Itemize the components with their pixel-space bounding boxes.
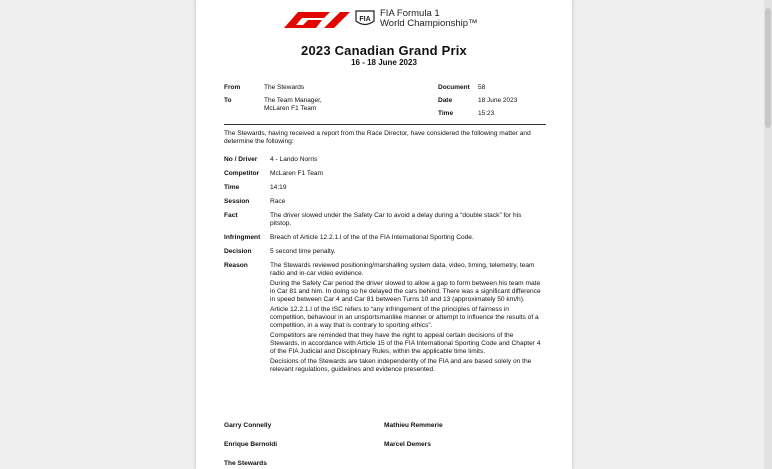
header-divider (224, 124, 546, 125)
incident-time-label: Time (224, 184, 240, 191)
event-title: 2023 Canadian Grand Prix (301, 43, 467, 58)
reason-paragraph: During the Safety Car period the driver slowed to allow a gap to form between his team mate in Car 81 and him. In doing so he delayed the cars behind. There was a significant difference in speed between Car 4 and Car 81 between Turns 10 and 13 (approximately 50 km/h). (270, 280, 541, 303)
f1-logo-icon (278, 10, 350, 28)
row-competitor (224, 170, 542, 178)
reason-paragraph: Decisions of the Stewards are taken independently of the FIA and are based solely on the relevant regulations, guidelines and evidence presented. (270, 358, 532, 373)
fia-badge-text: FIA (359, 16, 371, 23)
date-label: Date (438, 97, 453, 104)
reason-paragraph: The Stewards reviewed positioning/marshalling system data, video, timing, telemetry, team radio and in-car video evidence. (270, 262, 535, 277)
row-reason (224, 262, 542, 376)
scrollbar-thumb[interactable] (765, 8, 771, 128)
decision-details (224, 156, 542, 382)
to-value-line2: McLaren F1 Team (264, 105, 317, 112)
incident-time-value: 14:19 (270, 184, 287, 191)
event-dates: 16 - 18 June 2023 (351, 58, 417, 67)
to-value-line1: The Team Manager, (264, 97, 322, 104)
vertical-scrollbar[interactable] (764, 0, 772, 469)
decision-value: 5 second time penalty. (270, 248, 336, 255)
stewards-footer: The Stewards (224, 460, 267, 467)
document-meta (224, 78, 546, 122)
driver-label: No / Driver (224, 156, 258, 163)
row-infringement (224, 234, 542, 242)
reason-value (270, 262, 542, 376)
brand-line-2: World Championship™ (380, 18, 478, 29)
driver-value: 4 - Lando Norris (270, 156, 318, 163)
competitor-value: McLaren F1 Team (270, 170, 324, 177)
brand-line-1: FIA Formula 1 (380, 8, 440, 19)
infringement-label: Infringment (224, 234, 261, 241)
to-label: To (224, 97, 232, 104)
document-page (196, 0, 572, 469)
competitor-label: Competitor (224, 170, 260, 177)
reason-paragraph: Article 12.2.1.l of the ISC refers to “any infringement of the principles of fairness in competition, behaviour in an unsportsmanlike manner or attempt to influence the results of a competition, in a way that is contrary to sporting ethics”. (270, 306, 539, 329)
steward-signature-4: Marcel Demers (384, 441, 431, 448)
header-logo (278, 8, 478, 30)
from-label: From (224, 84, 241, 91)
date-value: 18 June 2023 (478, 97, 518, 104)
row-fact (224, 212, 542, 228)
row-decision (224, 248, 542, 256)
row-time (224, 184, 542, 192)
steward-signature-1: Garry Connelly (224, 422, 272, 429)
document-label: Document (438, 84, 470, 91)
session-label: Session (224, 198, 250, 205)
reason-label: Reason (224, 262, 248, 269)
championship-name (380, 9, 478, 29)
from-value: The Stewards (264, 84, 305, 91)
fact-label: Fact (224, 212, 238, 219)
document-value: 58 (478, 84, 486, 91)
fact-value: The driver slowed under the Safety Car to avoid a delay during a “double stack” for his pitstop. (270, 212, 522, 227)
intro-text: The Stewards, having received a report from the Race Director, have considered the following matter and determine the following: (224, 130, 531, 145)
steward-signature-2: Mathieu Remmerie (384, 422, 443, 429)
session-value: Race (270, 198, 286, 205)
steward-signature-3: Enrique Bernoldi (224, 441, 278, 448)
infringement-value: Breach of Article 12.2.1.l of the of the FIA International Sporting Code. (270, 234, 474, 241)
time-label: Time (438, 110, 454, 117)
time-value: 15:23 (478, 110, 495, 117)
fia-badge-icon (354, 10, 376, 28)
row-session (224, 198, 542, 206)
row-driver (224, 156, 542, 164)
decision-label: Decision (224, 248, 252, 255)
reason-paragraph: Competitors are reminded that they have the right to appeal certain decisions of the Stewards, in accordance with Article 15 of the FIA International Sporting Code and Chapter 4 of the FIA Judicial and Disciplinary Rules, within the applicable time limits. (270, 332, 541, 355)
